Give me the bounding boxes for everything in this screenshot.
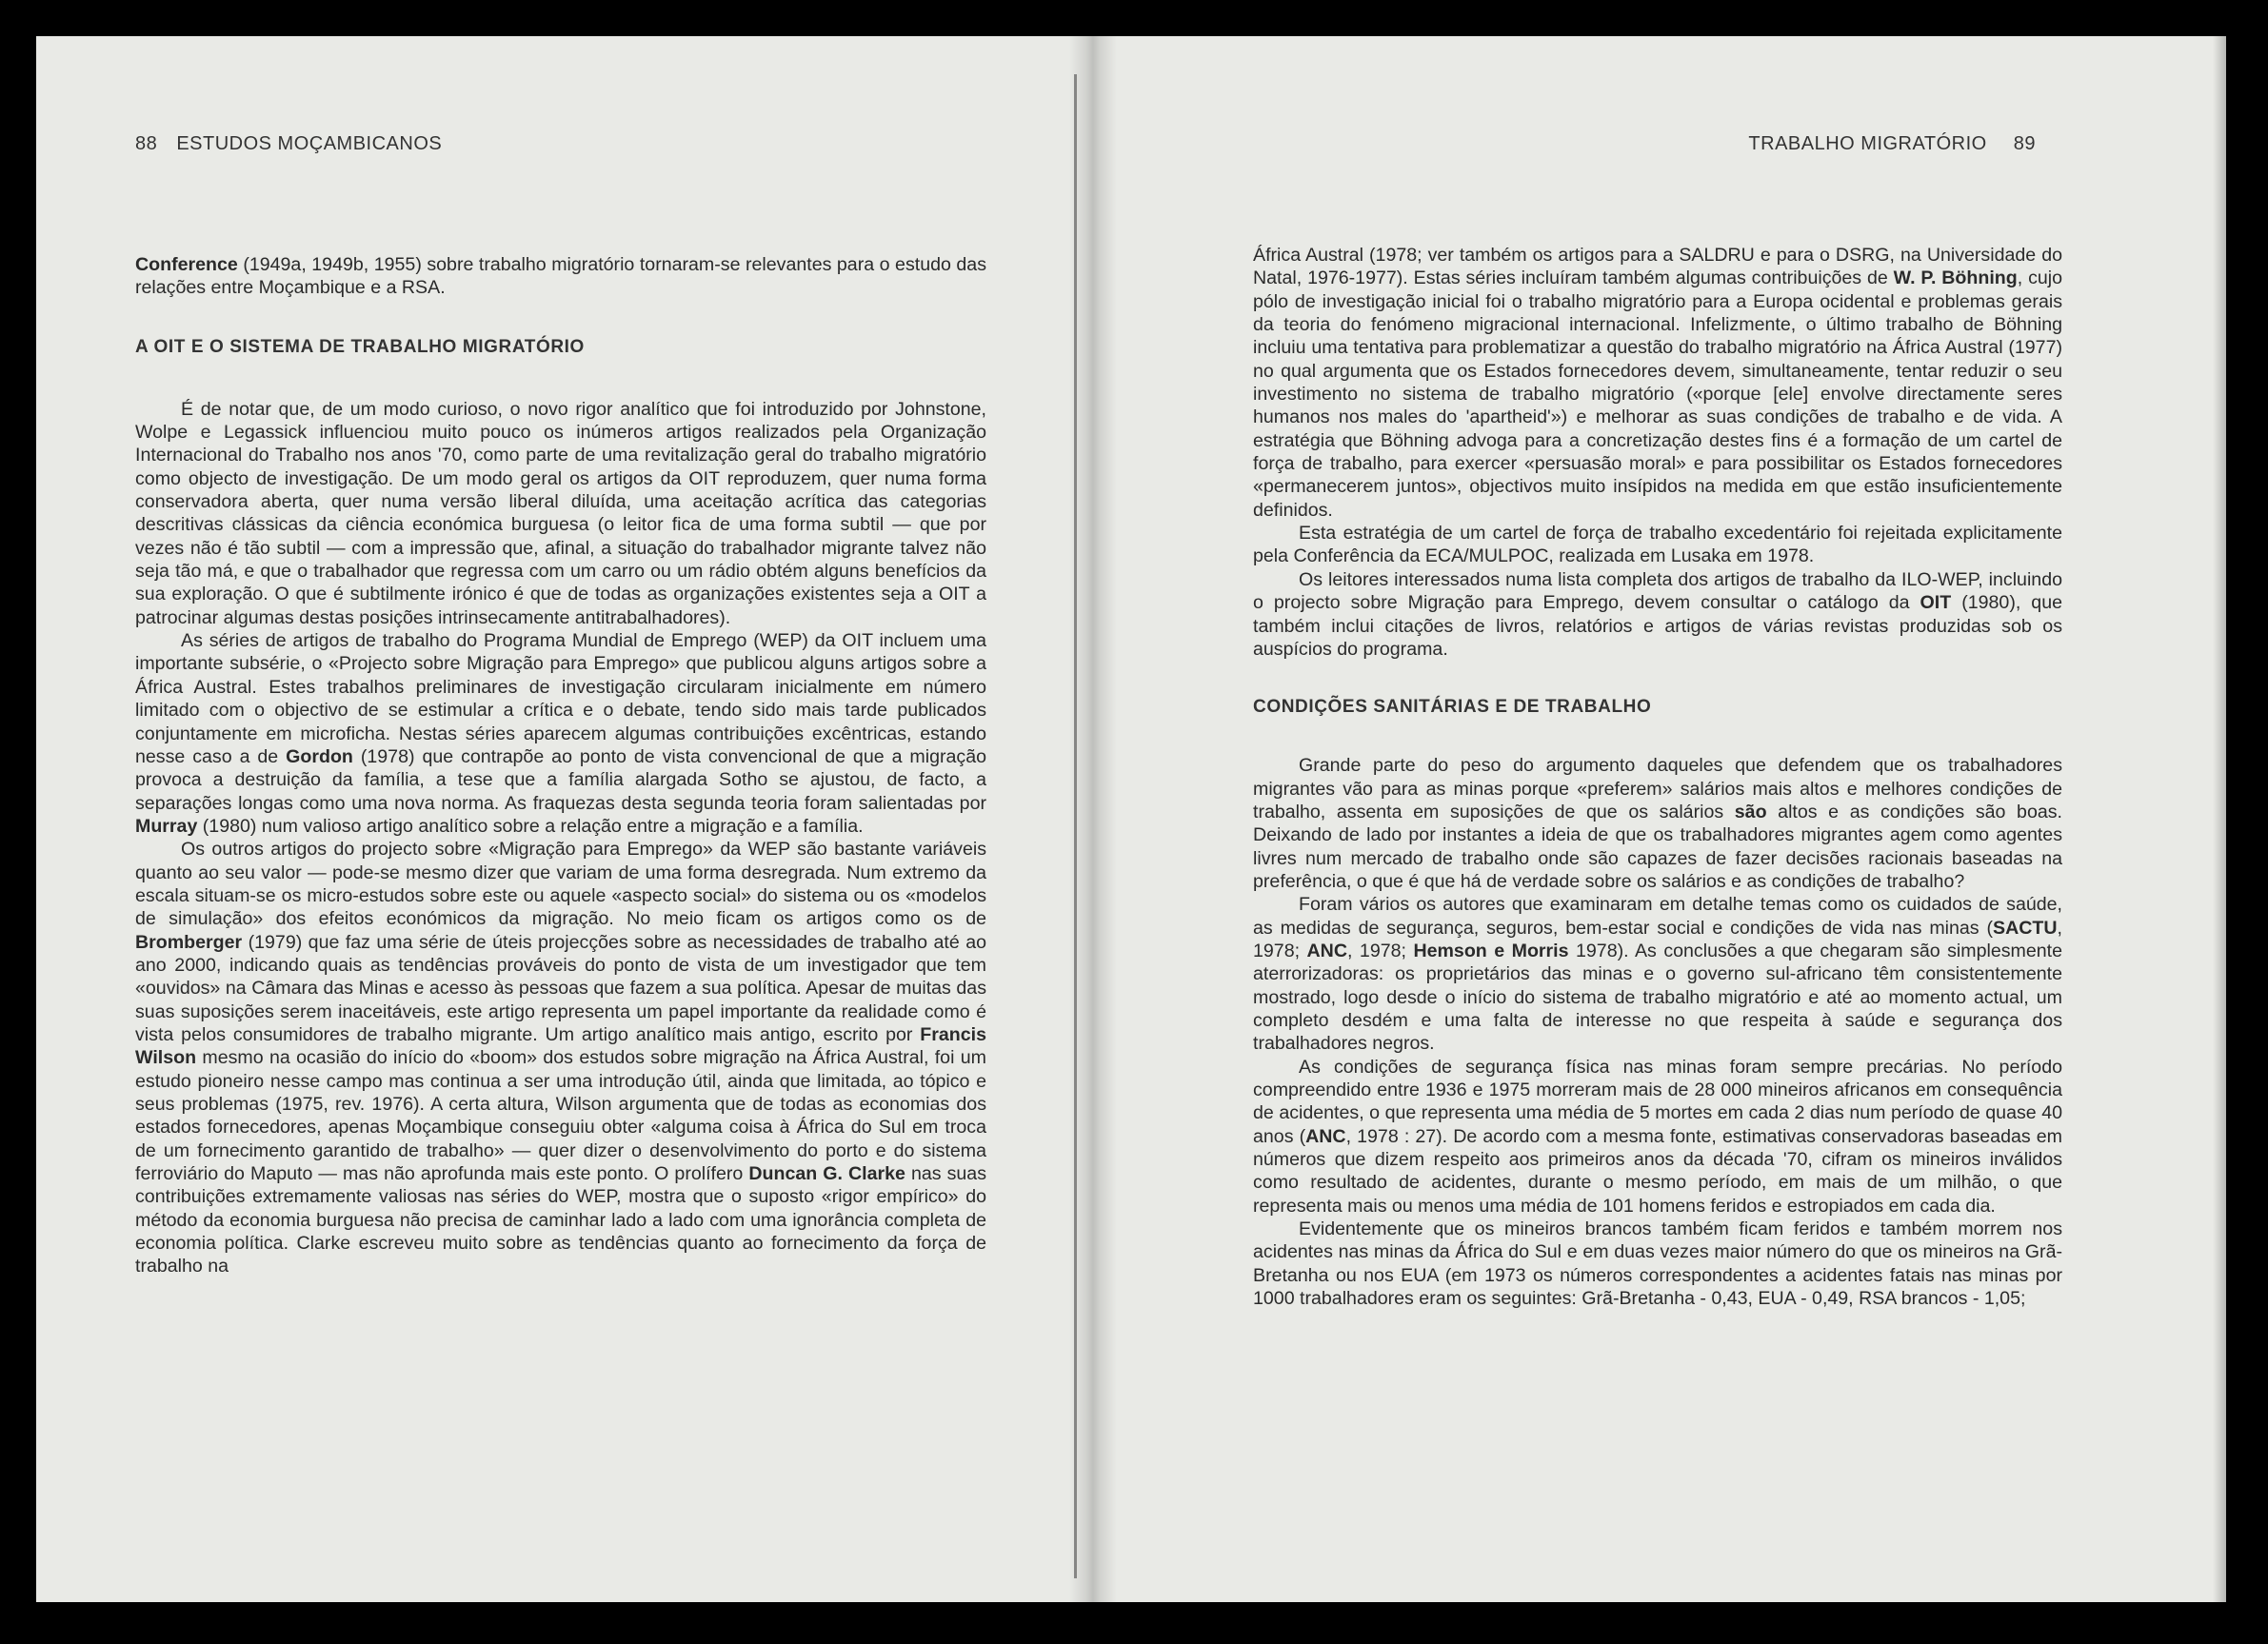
paragraph-text: Evidentemente que os mineiros brancos também ficam feridos e também morrem nos acidentes nas minas da África do Sul e em duas vezes maior número do que os mineiros na Grã-Bretanha ou nos EUA (em 1973 os números correspondentes a acidentes fatais nas minas por 1000 trabalhadores eram os seguintes: Grã-Bretanha - 0,43, EUA - 0,49, RSA brancos - 1,05; <box>1253 1218 2062 1310</box>
right-page <box>1079 36 2226 1602</box>
paragraph-text: Foram vários os autores que examinaram em detalhe temas como os cuidados de saúde, as medidas de segurança, seguros, bem-estar social e condições de vida nas minas ( <box>1253 894 2062 939</box>
paragraph-text: , 1978; <box>1346 940 1414 961</box>
paragraph-text: As condições de segurança física nas minas foram sempre precárias. No período compreendido entre 1936 e 1975 morreram mais de 28 000 mineiros africanos em consequência de acidentes, o que representa uma média de 5 mortes em cada 2 dias num período de quase 40 anos ( <box>1253 1056 2062 1147</box>
section-heading-condicoes: CONDIÇÕES SANITÁRIAS E DE TRABALHO <box>1253 697 1652 718</box>
right-text-column <box>1253 244 2062 1310</box>
right-running-title: TRABALHO MIGRATÓRIO <box>1748 133 1987 154</box>
paragraph-text: , 1978 : 27). De acordo com a mesma fonte, estimativas conservadoras baseadas em números que dizem respeito aos primeiros anos da década '70, cifram os mineiros inválidos como resultado de acidentes, durante o mesmo período, em mais de um milhão, o que representa mais ou menos uma média de 101 homens feridos e estropiados em cada dia. <box>1253 1125 2062 1217</box>
left-running-title: ESTUDOS MOÇAMBICANOS <box>176 133 443 154</box>
section-heading-oit: A OIT E O SISTEMA DE TRABALHO MIGRATÓRIO <box>135 336 585 357</box>
citation: OIT <box>1920 592 1952 614</box>
paragraph-text: Os leitores interessados numa lista completa dos artigos de trabalho da ILO-WEP, incluindo o projecto sobre Migração para Emprego, devem consultar o catálogo da <box>1253 568 2062 614</box>
paragraph <box>1253 522 2062 568</box>
right-running-head <box>1748 133 2036 155</box>
paragraph-text: (1980), que também inclui citações de livros, relatórios e artigos de várias revistas produzidas sob os auspícios do programa. <box>1253 592 2062 660</box>
paragraph <box>135 629 986 838</box>
left-page-number: 88 <box>135 133 158 154</box>
paragraph-text: (1949a, 1949b, 1955) sobre trabalho migratório tornaram-se relevantes para o estudo das relações entre Moçambique e a RSA. <box>135 254 986 299</box>
citation: SACTU <box>1993 917 2058 939</box>
right-body-before <box>1253 244 2062 661</box>
paragraph <box>1253 244 2062 522</box>
paragraph <box>1253 1056 2062 1218</box>
paragraph <box>135 398 986 629</box>
paragraph <box>135 838 986 1278</box>
citation: Hemson e Morris <box>1413 940 1569 961</box>
citation: Murray <box>135 815 198 837</box>
left-body <box>135 398 986 1278</box>
paragraph <box>1253 754 2062 893</box>
paragraph-text: (1978) que contrapõe ao ponto de vista convencional de que a migração provoca a destruição da família, a tese que a família alargada Sotho se ajustou, de facto, a separações longas como uma nova norma. As fraquezas desta segunda teoria foram salientadas por <box>135 745 986 814</box>
citation: Bromberger <box>135 931 243 953</box>
citation: Conference <box>135 254 238 275</box>
citation: ANC <box>1305 1125 1346 1147</box>
right-body-after <box>1253 754 2062 1310</box>
citation: Francis Wilson <box>135 1023 986 1069</box>
paragraph-text: 1978). As conclusões a que chegaram são simplesmente aterrorizadoras: os proprietários das minas e o governo sul-africano têm consistentemente mostrado, logo desde o início do sistema de trabalho migratório e até ao momento actual, um completo desdém e uma falta de interesse no que respeita à saúde e segurança dos trabalhadores negros. <box>1253 940 2062 1055</box>
paragraph-text: Grande parte do peso do argumento daqueles que defendem que os trabalhadores migrantes vão para as minas porque «preferem» salários mais altos e melhores condições de trabalho, assenta em suposições de que os salários <box>1253 755 2062 822</box>
left-page <box>36 36 1079 1602</box>
paragraph-text: , cujo pólo de investigação inicial foi o trabalho migratório para a Europa ocidental e problemas gerais da teoria do fenómeno migracional internacional. Infelizmente, o último trabalho de Böhning incluiu uma tentativa para problematizar a questão do trabalho migratório na África Austral (1977) no qual argumenta que os Estados fornecedores devem, simultaneamente, tentar reduzir o seu investimento no sistema de trabalho migratório («porque [ele] envolve directamente seres humanos nos males do 'apartheid'») e melhorar as suas condições de trabalho e de vida. A estratégia que Böhning advoga para a concretização destes fins é a formação de um cartel de força de trabalho, para exercer «persuasão moral» e para possibilitar os Estados fornecedores «permanecerem juntos», objectivos muito insípidos na medida em que estão insuficientemente definidos. <box>1253 267 2063 521</box>
paragraph-text: Esta estratégia de um cartel de força de trabalho excedentário foi rejeitada explicitamente pela Conferência da ECA/MULPOC, realizada em Lusaka em 1978. <box>1253 523 2062 567</box>
paragraph <box>1253 893 2062 1055</box>
paragraph-text: As séries de artigos de trabalho do Programa Mundial de Emprego (WEP) da OIT incluem uma importante subsérie, o «Projecto sobre Migração para Emprego» que publicou alguns artigos sobre a África Austral. Estes trabalhos preliminares de investigação circularam inicialmente em número limitado com o objectivo de se estimular a crítica e o debate, tendo sido mais tarde publicados conjuntamente em microficha. Nestas séries aparecem algumas contribuições excêntricas, estando nesse caso a de <box>135 630 986 767</box>
citation: são <box>1734 801 1767 822</box>
paragraph-text: Os outros artigos do projecto sobre «Migração para Emprego» da WEP são bastante variáveis quanto ao seu valor — pode-se mesmo dizer que variam de uma forma desregrada. Num extremo da escala situam-se os micro-estudos sobre este ou aquele «aspecto social» do sistema ou os «modelos de simulação» dos efeitos económicos da migração. No meio ficam os artigos como os de <box>135 839 986 930</box>
right-page-number: 89 <box>2013 133 2036 154</box>
paragraph-text: É de notar que, de um modo curioso, o novo rigor analítico que foi introduzido por Johnstone, Wolpe e Legassick influenciou muito pouco os inúmeros artigos realizados pela Organização Internacional do Trabalho nos anos '70, como parte de uma revitalização geral do trabalho migratório como objecto de investigação. De um modo geral os artigos da OIT reproduzem, quer numa forma conservadora aberta, quer numa versão liberal diluída, uma aceitação acrítica das categorias descritivas clássicas da ciência económica burguesa (o leitor fica de uma forma subtil — que por vezes não é tão subtil — com a impressão que, afinal, a situação do trabalhador migrante talvez não seja tão má, e que o trabalhador que regressa com um carro ou um rádio obtém alguns benefícios da sua exploração. O que é subtilmente irónico é que de todas as organizações existentes seja a OIT a patrocinar algumas destas posições intrinsecamente antitrabalhadores). <box>135 398 986 628</box>
paragraph-text: (1980) num valioso artigo analítico sobre a relação entre a migração e a família. <box>197 815 864 837</box>
paragraph-text: nas suas contribuições extremamente valiosas nas séries do WEP, mostra que o suposto «rigor empírico» do método da economia burguesa não precisa de caminhar lado a lado com uma ignorância completa de economia política. Clarke escreveu muito sobre as tendências quanto ao fornecimento da força de trabalho na <box>135 1163 986 1278</box>
left-intro-paragraph <box>135 253 986 300</box>
paragraph-text: altos e as condições são boas. Deixando de lado por instantes a ideia de que os trabalhadores migrantes agem como agentes livres num mercado de trabalho onde são capazes de fazer decisões racionais baseadas na preferência, o que é que há de verdade sobre os salários e as condições de trabalho? <box>1253 801 2062 892</box>
citation: Gordon <box>286 745 353 767</box>
paragraph <box>1253 568 2062 661</box>
citation: W. P. Böhning <box>1893 267 2018 289</box>
paragraph-text: África Austral (1978; ver também os artigos para a SALDRU e para o DSRG, na Universidade do Natal, 1976-1977). Estas séries incluíram também algumas contribuições de <box>1253 245 2062 289</box>
paragraph-text: mesmo na ocasião do início do «boom» dos estudos sobre migração na África Austral, foi um estudo pioneiro nesse campo mas continua a ser uma introdução útil, ainda que limitada, ao tópico e seus problemas (1975, rev. 1976). A certa altura, Wilson argumenta que de todas as economias dos estados fornecedores, apenas Moçambique conseguiu obter «alguma coisa à África do Sul em troca de um fornecimento garantido de trabalho» — quer dizer o desenvolvimento do porto e do sistema ferroviário do Maputo — mas não aprofunda mais este ponto. O prolífero <box>135 1047 986 1185</box>
book-spread <box>36 36 2226 1602</box>
citation: Duncan G. Clarke <box>748 1163 905 1185</box>
paragraph <box>1253 1218 2062 1310</box>
paragraph-text: (1979) que faz uma série de úteis projecções sobre as necessidades de trabalho até ao ano 2000, indicando quais as tendências prováveis do ponto de vista de um investigador que tem «ouvidos» na Câmara das Minas e acesso às pessoas que fazem a sua política. Apesar de muitas das suas suposições serem inaceitáveis, este artigo representa um papel importante da realidade como é vista pelos consumidores de trabalho migrante. Um artigo analítico mais antigo, escrito por <box>135 931 986 1045</box>
citation: ANC <box>1306 940 1347 961</box>
left-text-column <box>135 253 986 1278</box>
left-running-head <box>135 133 442 155</box>
paragraph-text: , 1978; <box>1253 917 2062 961</box>
